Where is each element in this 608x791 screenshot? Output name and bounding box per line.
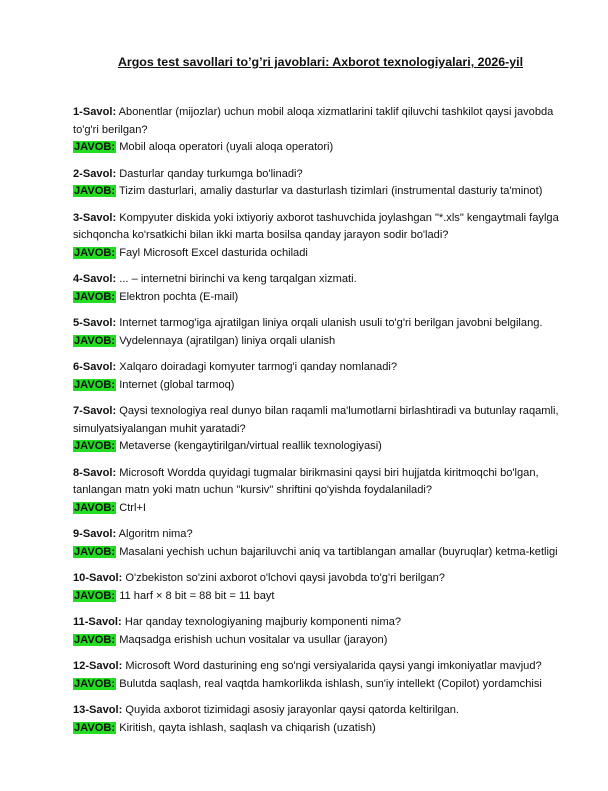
question-number: 2-Savol: <box>73 167 117 180</box>
question-number: 5-Savol: <box>73 317 117 329</box>
answer-line <box>73 377 568 395</box>
question-block <box>73 271 568 306</box>
answer-text: Elektron pochta (E-mail) <box>119 290 239 303</box>
answer-label: JAVOB: <box>74 141 116 153</box>
question-number: 9-Savol: <box>73 528 117 540</box>
answer-label: JAVOB: <box>74 721 116 734</box>
question-line <box>73 104 568 139</box>
question-number: 7-Savol: <box>73 405 117 417</box>
question-number: 10-Savol: <box>73 572 123 584</box>
question-text: ... – internetni birinchi va keng tarqalgan xizmati. <box>119 273 357 285</box>
question-line <box>73 210 568 245</box>
answer-line <box>73 588 568 606</box>
answer-line <box>73 500 568 518</box>
answer-text: Tizim dasturlari, amaliy dasturlar va dasturlash tizimlari (instrumental dasturiy ta'minot) <box>118 185 543 197</box>
answer-text: Metaverse (kengaytirilgan/virtual reallik texnologiyasi) <box>119 440 382 452</box>
question-line <box>73 359 568 377</box>
question-text: Abonentlar (mijozlar) uchun mobil aloqa xizmatlarini taklif qiluvchi tashkilot qaysi javobda to'g'ri berilgan? <box>73 106 554 136</box>
question-number: 11-Savol: <box>73 616 122 628</box>
question-number: 4-Savol: <box>73 273 117 285</box>
answer-label: JAVOB: <box>74 440 116 452</box>
question-line <box>73 315 568 333</box>
answer-text: 11 harf × 8 bit = 88 bit = 11 bayt <box>119 589 275 602</box>
question-text: Internet tarmog'iga ajratilgan liniya orqali ulanish usuli to'g'ri berilgan javobni belgilang. <box>119 317 543 329</box>
answer-label: JAVOB: <box>74 290 116 303</box>
question-block <box>73 702 568 737</box>
answer-line <box>73 544 568 562</box>
question-text: Dasturlar qanday turkumga bo'linadi? <box>119 167 303 180</box>
answer-label: JAVOB: <box>74 677 116 690</box>
question-text: Qaysi texnologiya real dunyo bilan raqamli ma'lumotlarni birlashtiradi va butunlay raqamli, simulyatsiyalangan muhit yaratadi? <box>73 405 559 435</box>
answer-line <box>73 720 568 738</box>
question-block <box>73 614 568 649</box>
question-text: Xalqaro doiradagi komyuter tarmog'i qanday nomlanadi? <box>119 361 398 373</box>
qa-list <box>73 104 568 737</box>
answer-line <box>73 333 568 351</box>
question-number: 1-Savol: <box>73 106 117 118</box>
question-line <box>73 570 568 588</box>
question-block <box>73 465 568 518</box>
answer-text: Maqsadga erishish uchun vositalar va usullar (jarayon) <box>119 633 388 646</box>
question-block <box>73 210 568 263</box>
answer-label: JAVOB: <box>74 246 116 259</box>
question-text: Har qanday texnologiyaning majburiy komponenti nima? <box>124 616 402 628</box>
question-line <box>73 465 568 500</box>
question-block <box>73 315 568 350</box>
question-text: Kompyuter diskida yoki ixtiyoriy axborot tashuvchida joylashgan "*.xls" kengaytmali faylga sichqoncha ko'rsatkichi bilan ikki marta bosilsa qanday jarayon sodir bo'ladi? <box>73 211 559 241</box>
question-line <box>73 526 568 544</box>
question-line <box>73 271 568 289</box>
question-block <box>73 570 568 605</box>
question-block <box>73 526 568 561</box>
document-title: Argos test savollari to’g’ri javoblari: Axborot texnologiyalari, 2026-yil <box>117 55 524 69</box>
answer-label: JAVOB: <box>74 378 116 391</box>
question-line <box>73 166 568 184</box>
question-line <box>73 658 568 676</box>
question-line <box>73 702 568 720</box>
answer-text: Internet (global tarmoq) <box>119 378 235 391</box>
question-number: 13-Savol: <box>73 704 123 716</box>
answer-text: Kiritish, qayta ishlash, saqlash va chiqarish (uzatish) <box>119 721 376 734</box>
question-text: Quyida axborot tizimidagi asosiy jarayonlar qaysi qatorda keltirilgan. <box>125 704 460 716</box>
answer-line <box>73 676 568 694</box>
question-number: 12-Savol: <box>73 660 123 672</box>
question-line <box>73 614 568 632</box>
question-block <box>73 166 568 201</box>
answer-line <box>73 632 568 650</box>
question-block <box>73 403 568 456</box>
answer-line <box>73 438 568 456</box>
answer-text: Bulutda saqlash, real vaqtda hamkorlikda ishlash, sun'iy intellekt (Copilot) yordamchisi <box>119 677 542 690</box>
question-number: 8-Savol: <box>73 466 117 479</box>
question-text: Microsoft Wordda quyidagi tugmalar birikmasini qaysi biri hujjatda kiritmoqchi bo'lgan, tanlangan matn yoki matn uchun "kursiv" shriftini qo'yishda foydalaniladi? <box>73 466 539 496</box>
answer-label: JAVOB: <box>74 334 116 347</box>
answer-line <box>73 183 568 201</box>
answer-line <box>73 245 568 263</box>
answer-label: JAVOB: <box>74 545 116 558</box>
answer-label: JAVOB: <box>74 185 116 197</box>
answer-text: Vydelennaya (ajratilgan) liniya orqali ulanish <box>119 334 336 347</box>
question-block <box>73 658 568 693</box>
answer-line <box>73 289 568 307</box>
answer-label: JAVOB: <box>74 501 116 514</box>
answer-text: Mobil aloqa operatori (uyali aloqa operatori) <box>119 141 334 153</box>
question-block <box>73 104 568 157</box>
answer-line <box>73 139 568 157</box>
question-text: O'zbekiston so'zini axborot o'lchovi qaysi javobda to'g'ri berilgan? <box>125 572 445 584</box>
answer-text: Ctrl+I <box>119 501 147 514</box>
question-block <box>73 359 568 394</box>
answer-text: Masalani yechish uchun bajariluvchi aniq va tartiblangan amallar (buyruqlar) ketma-ketligi <box>119 545 558 558</box>
question-number: 6-Savol: <box>73 361 117 373</box>
question-number: 3-Savol: <box>73 211 117 224</box>
answer-text: Fayl Microsoft Excel dasturida ochiladi <box>119 246 308 259</box>
answer-label: JAVOB: <box>74 589 116 602</box>
question-line <box>73 403 568 438</box>
question-text: Microsoft Word dasturining eng so'ngi versiyalarida qaysi yangi imkoniyatlar mavjud? <box>125 660 542 672</box>
answer-label: JAVOB: <box>74 633 116 646</box>
question-text: Algoritm nima? <box>118 528 193 540</box>
